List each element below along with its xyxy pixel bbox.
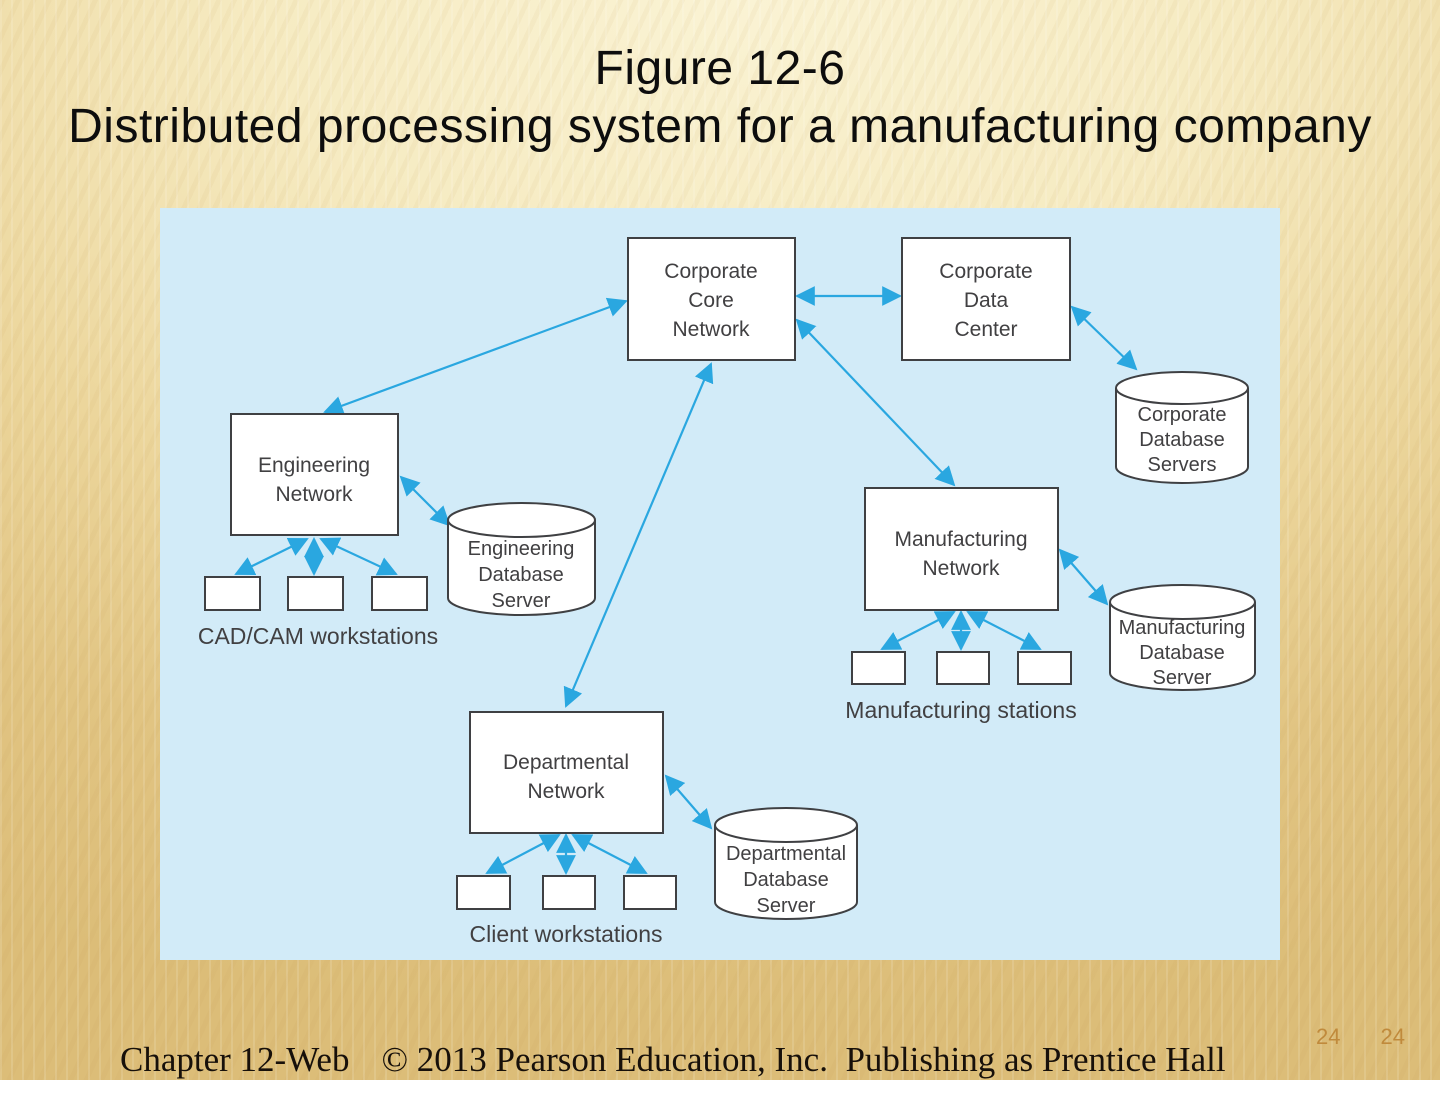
node-corporate-core-network [628,238,795,360]
page-number: 24 [1316,1024,1341,1049]
arrow-engineering-to-workstation-1 [236,539,307,574]
node-label-line: Departmental [502,751,630,774]
cylinder-top [1116,372,1248,404]
arrow-engineering-to-workstation-3 [321,539,396,574]
network-diagram [160,208,1280,960]
arrow-engineering-to-db [401,477,449,525]
workstation-box [205,577,260,610]
arrow-manufacturing-to-station-3 [968,612,1040,649]
manufacturing-stations-caption: Manufacturing stations [845,697,1077,723]
manufacturing-stations [845,652,1076,723]
slide-title [0,40,1440,156]
arrow-core-to-engineering [325,301,626,412]
footer-copyright: © 2013 Pearson Education, Inc. Publishing as Prentice Hall [381,1040,1226,1079]
node-departmental-network [470,712,663,833]
node-label-line: Database [743,869,829,891]
title-line-2: Distributed processing system for a manufacturing company [68,100,1372,153]
node-departmental-database-server [715,808,857,919]
arrow-departmental-to-client-1 [487,835,559,873]
node-corporate-database-servers [1116,372,1248,483]
station-box [852,652,905,684]
client-workstations-caption: Client workstations [469,921,663,947]
node-label-line: Core [688,289,734,312]
arrow-datacenter-to-corporate-db [1072,307,1136,369]
cylinder-top [715,808,857,842]
node-label-line: Network [527,780,605,803]
station-box [1018,652,1071,684]
node-manufacturing-network [865,488,1058,610]
arrow-departmental-to-client-3 [573,835,646,873]
node-label-line: Manufacturing [1118,617,1246,639]
cad-cam-workstations [198,577,438,649]
node-label-line: Center [954,318,1018,341]
client-box [457,876,510,909]
page-number: 24 [1380,1024,1405,1049]
node-label-line: Engineering [467,538,575,560]
diagram-panel [160,208,1280,960]
node-label-line: Corporate [664,260,758,283]
node-corporate-data-center [902,238,1070,360]
node-label-line: Corporate [1137,404,1227,426]
node-label-line: Corporate [939,260,1033,283]
cylinder-top [1110,585,1255,619]
node-engineering-database-server [448,503,595,615]
node-engineering-network [231,414,398,535]
station-box [937,652,989,684]
node-label-line: Server [491,590,551,612]
cad-cam-caption: CAD/CAM workstations [197,623,439,649]
node-label-line: Network [672,318,750,341]
node-label-line: Servers [1147,454,1217,476]
client-workstations [457,876,676,947]
node-label-line: Server [756,895,816,917]
node-label-line: Network [922,557,1000,580]
cylinder-top [448,503,595,537]
arrow-departmental-to-db [666,776,711,828]
node-label-line: Manufacturing [894,528,1028,551]
node-label-line: Data [963,289,1009,312]
node-label-line: Database [478,564,564,586]
node-label-line: Network [275,483,353,506]
arrow-manufacturing-to-db [1060,550,1107,604]
slide-footer [85,1000,1226,1120]
title-line-1: Figure 12-6 [594,42,846,95]
node-label-line: Server [1152,667,1212,689]
workstation-box [372,577,427,610]
client-box [624,876,676,909]
node-label-line: Database [1139,642,1225,664]
footer-chapter: Chapter 12-Web [120,1040,350,1079]
node-manufacturing-database-server [1110,585,1255,690]
page-numbers [1316,1024,1405,1050]
arrow-manufacturing-to-station-1 [882,612,954,649]
node-label-line: Database [1139,429,1225,451]
client-box [543,876,595,909]
workstation-box [288,577,343,610]
node-label-line: Departmental [725,843,847,865]
node-label-line: Engineering [257,454,371,477]
